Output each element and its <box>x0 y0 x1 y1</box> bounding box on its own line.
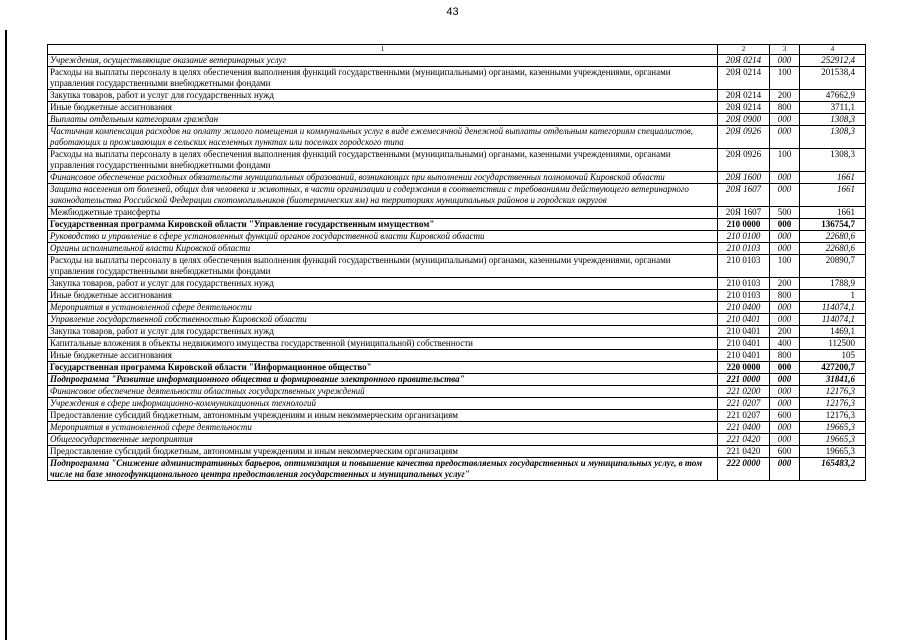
row-sum-cell: 19665,3 <box>800 422 866 434</box>
row-code-cell: 210 0103 <box>718 255 770 278</box>
row-sum-cell: 12176,3 <box>800 386 866 398</box>
row-code-cell: 210 0100 <box>718 231 770 243</box>
row-sum-cell: 3711,1 <box>800 102 866 114</box>
row-name-cell: Расходы на выплаты персоналу в целях обеспечения выполнения функций государственными (муниципальными) органами, казенными учреждениями, органами управления государственными внебюджетными фондами <box>48 255 718 278</box>
row-sum-cell: 20890,7 <box>800 255 866 278</box>
row-name-cell: Частичная компенсация расходов на оплату жилого помещения и коммунальных услуг в виде ежемесячной денежной выплаты отдельным категориям специалистов, работающих и проживающих в сельских населенных пунктах или поселках городского типа <box>48 126 718 149</box>
row-sum-cell: 136754,7 <box>800 219 866 231</box>
row-sum-cell: 1661 <box>800 172 866 184</box>
row-kvr-cell: 000 <box>770 55 800 67</box>
row-kvr-cell: 100 <box>770 255 800 278</box>
row-code-cell: 221 0207 <box>718 410 770 422</box>
row-name-cell: Государственная программа Кировской области "Информационное общество" <box>48 362 718 374</box>
row-name-cell: Межбюджетные трансферты <box>48 207 718 219</box>
row-name-cell: Руководство и управление в сфере установленных функций органов государственной власти Кировской области <box>48 231 718 243</box>
table-row <box>48 410 866 422</box>
row-sum-cell: 47662,9 <box>800 90 866 102</box>
table-row <box>48 114 866 126</box>
row-sum-cell: 1308,3 <box>800 114 866 126</box>
row-kvr-cell: 000 <box>770 184 800 207</box>
row-name-cell: Капитальные вложения в объекты недвижимого имущества государственной (муниципальной) собственности <box>48 338 718 350</box>
table-row <box>48 219 866 231</box>
row-kvr-cell: 200 <box>770 326 800 338</box>
header-col-1: 1 <box>48 45 718 55</box>
row-kvr-cell: 000 <box>770 231 800 243</box>
row-code-cell: 210 0400 <box>718 302 770 314</box>
row-name-cell: Расходы на выплаты персоналу в целях обеспечения выполнения функций государственными (муниципальными) органами, казенными учреждениями, органами управления государственными внебюджетными фондами <box>48 67 718 90</box>
page-number: 43 <box>446 6 459 18</box>
row-sum-cell: 1661 <box>800 184 866 207</box>
table-row <box>48 362 866 374</box>
row-name-cell: Учреждения, осуществляющие оказание ветеринарных услуг <box>48 55 718 67</box>
row-kvr-cell: 000 <box>770 374 800 386</box>
row-kvr-cell: 600 <box>770 410 800 422</box>
table-row <box>48 350 866 362</box>
table-row <box>48 149 866 172</box>
row-sum-cell: 1469,1 <box>800 326 866 338</box>
row-kvr-cell: 000 <box>770 219 800 231</box>
row-kvr-cell: 000 <box>770 114 800 126</box>
row-kvr-cell: 800 <box>770 102 800 114</box>
row-name-cell: Иные бюджетные ассигнования <box>48 350 718 362</box>
table-row <box>48 172 866 184</box>
row-code-cell: 210 0103 <box>718 278 770 290</box>
table-row <box>48 207 866 219</box>
row-code-cell: 20Я 0900 <box>718 114 770 126</box>
table-row <box>48 278 866 290</box>
table-row <box>48 243 866 255</box>
row-name-cell: Защита населения от болезней, общих для человека и животных, в части организации и содержания в соответствии с требованиями действующего ветеринарного законодательства Российской Федерации скотомогильников (биотермических ям) на территориях муниципальных районов и городских округов <box>48 184 718 207</box>
row-sum-cell: 112500 <box>800 338 866 350</box>
row-sum-cell: 12176,3 <box>800 398 866 410</box>
row-kvr-cell: 000 <box>770 398 800 410</box>
header-col-3: 3 <box>770 45 800 55</box>
row-code-cell: 210 0103 <box>718 243 770 255</box>
row-sum-cell: 114074,1 <box>800 302 866 314</box>
row-name-cell: Мероприятия в установленной сфере деятельности <box>48 422 718 434</box>
row-name-cell: Выплаты отдельным категориям граждан <box>48 114 718 126</box>
table-row <box>48 446 866 458</box>
table-row <box>48 90 866 102</box>
row-name-cell: Финансовое обеспечение расходных обязательств муниципальных образований, возникающих при выполнении государственных полномочий Кировской области <box>48 172 718 184</box>
row-sum-cell: 1 <box>800 290 866 302</box>
header-col-2: 2 <box>718 45 770 55</box>
row-name-cell: Закупка товаров, работ и услуг для государственных нужд <box>48 90 718 102</box>
row-code-cell: 221 0420 <box>718 446 770 458</box>
table-row <box>48 398 866 410</box>
header-col-4: 4 <box>800 45 866 55</box>
table-row <box>48 231 866 243</box>
row-sum-cell: 1308,3 <box>800 149 866 172</box>
row-code-cell: 20Я 0926 <box>718 149 770 172</box>
table-row <box>48 458 866 481</box>
row-sum-cell: 114074,1 <box>800 314 866 326</box>
row-name-cell: Закупка товаров, работ и услуг для государственных нужд <box>48 326 718 338</box>
row-code-cell: 221 0200 <box>718 386 770 398</box>
row-name-cell: Мероприятия в установленной сфере деятельности <box>48 302 718 314</box>
row-sum-cell: 31841,6 <box>800 374 866 386</box>
row-code-cell: 210 0401 <box>718 326 770 338</box>
table-row <box>48 326 866 338</box>
row-kvr-cell: 200 <box>770 90 800 102</box>
row-sum-cell: 427200,7 <box>800 362 866 374</box>
row-name-cell: Предоставление субсидий бюджетным, автономным учреждениям и иным некоммерческим организациям <box>48 446 718 458</box>
row-code-cell: 210 0103 <box>718 290 770 302</box>
row-sum-cell: 19665,3 <box>800 446 866 458</box>
row-code-cell: 20Я 0214 <box>718 55 770 67</box>
row-sum-cell: 22680,6 <box>800 231 866 243</box>
row-name-cell: Финансовое обеспечение деятельности областных государственных учреждений <box>48 386 718 398</box>
row-code-cell: 221 0420 <box>718 434 770 446</box>
row-kvr-cell: 800 <box>770 350 800 362</box>
row-code-cell: 221 0400 <box>718 422 770 434</box>
row-code-cell: 20Я 0214 <box>718 67 770 90</box>
row-kvr-cell: 100 <box>770 149 800 172</box>
row-name-cell: Государственная программа Кировской области "Управление государственным имуществом" <box>48 219 718 231</box>
row-code-cell: 221 0207 <box>718 398 770 410</box>
table-row <box>48 290 866 302</box>
row-kvr-cell: 000 <box>770 458 800 481</box>
table-row <box>48 314 866 326</box>
table-row <box>48 184 866 207</box>
row-name-cell: Закупка товаров, работ и услуг для государственных нужд <box>48 278 718 290</box>
row-name-cell: Органы исполнительной власти Кировской области <box>48 243 718 255</box>
row-kvr-cell: 400 <box>770 338 800 350</box>
row-kvr-cell: 000 <box>770 172 800 184</box>
row-code-cell: 221 0000 <box>718 374 770 386</box>
table-row <box>48 374 866 386</box>
table-row <box>48 386 866 398</box>
row-sum-cell: 12176,3 <box>800 410 866 422</box>
row-kvr-cell: 000 <box>770 302 800 314</box>
row-kvr-cell: 100 <box>770 67 800 90</box>
row-kvr-cell: 000 <box>770 386 800 398</box>
table-row <box>48 55 866 67</box>
row-sum-cell: 105 <box>800 350 866 362</box>
row-kvr-cell: 600 <box>770 446 800 458</box>
table-row <box>48 67 866 90</box>
table-row <box>48 338 866 350</box>
row-code-cell: 210 0000 <box>718 219 770 231</box>
table-header-row <box>48 45 866 55</box>
row-kvr-cell: 000 <box>770 422 800 434</box>
row-name-cell: Общегосударственные мероприятия <box>48 434 718 446</box>
table-row <box>48 102 866 114</box>
row-name-cell: Предоставление субсидий бюджетным, автономным учреждениям и иным некоммерческим организациям <box>48 410 718 422</box>
row-kvr-cell: 500 <box>770 207 800 219</box>
row-name-cell: Подпрограмма "Снижение административных барьеров, оптимизация и повышение качества предоставляемых государственных и муниципальных услуг, в том числе на базе многофункционального центра предоставления государственных и муниципальных услуг" <box>48 458 718 481</box>
row-code-cell: 222 0000 <box>718 458 770 481</box>
row-kvr-cell: 000 <box>770 243 800 255</box>
budget-table <box>47 44 866 481</box>
row-sum-cell: 1788,9 <box>800 278 866 290</box>
row-name-cell: Расходы на выплаты персоналу в целях обеспечения выполнения функций государственными (муниципальными) органами, казенными учреждениями, органами управления государственными внебюджетными фондами <box>48 149 718 172</box>
row-code-cell: 20Я 0926 <box>718 126 770 149</box>
row-sum-cell: 19665,3 <box>800 434 866 446</box>
table-row <box>48 434 866 446</box>
row-kvr-cell: 000 <box>770 362 800 374</box>
row-code-cell: 210 0401 <box>718 314 770 326</box>
table-row <box>48 302 866 314</box>
row-sum-cell: 252912,4 <box>800 55 866 67</box>
row-code-cell: 220 0000 <box>718 362 770 374</box>
row-code-cell: 20Я 0214 <box>718 102 770 114</box>
row-name-cell: Иные бюджетные ассигнования <box>48 290 718 302</box>
table-row <box>48 422 866 434</box>
left-margin-rule <box>5 30 7 640</box>
row-name-cell: Управление государственной собственностью Кировской области <box>48 314 718 326</box>
row-sum-cell: 165483,2 <box>800 458 866 481</box>
row-code-cell: 20Я 1600 <box>718 172 770 184</box>
row-sum-cell: 201538,4 <box>800 67 866 90</box>
row-code-cell: 210 0401 <box>718 338 770 350</box>
row-kvr-cell: 000 <box>770 314 800 326</box>
row-code-cell: 20Я 1607 <box>718 184 770 207</box>
row-name-cell: Подпрограмма "Развитие информационного общества и формирование электронного правительства" <box>48 374 718 386</box>
row-kvr-cell: 800 <box>770 290 800 302</box>
row-kvr-cell: 000 <box>770 434 800 446</box>
row-code-cell: 20Я 0214 <box>718 90 770 102</box>
table-row <box>48 255 866 278</box>
row-code-cell: 210 0401 <box>718 350 770 362</box>
row-sum-cell: 1661 <box>800 207 866 219</box>
row-name-cell: Учреждения в сфере информационно-коммуникационных технологий <box>48 398 718 410</box>
table-row <box>48 126 866 149</box>
row-kvr-cell: 200 <box>770 278 800 290</box>
row-sum-cell: 22680,6 <box>800 243 866 255</box>
row-name-cell: Иные бюджетные ассигнования <box>48 102 718 114</box>
row-sum-cell: 1308,3 <box>800 126 866 149</box>
row-code-cell: 20Я 1607 <box>718 207 770 219</box>
row-kvr-cell: 000 <box>770 126 800 149</box>
